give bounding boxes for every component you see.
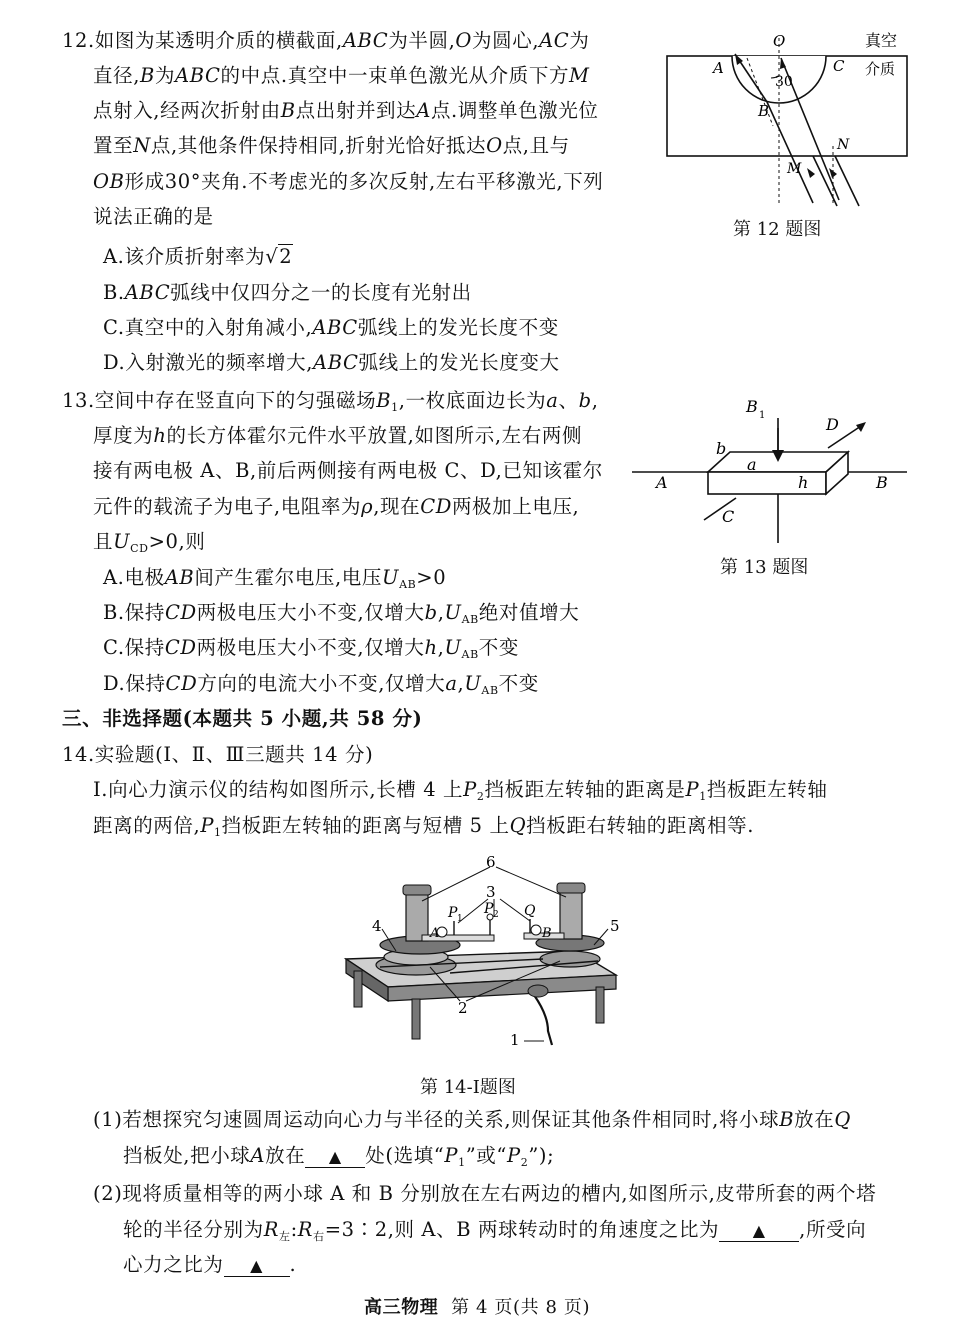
q12-text: 30°夹角.不考虑光的多次反射,左右平移激光,下列 [164,170,604,193]
label-n: N [837,137,850,153]
q13-var: h [153,424,167,447]
q12-text: 形成 [124,170,165,193]
option-sub: AB [461,613,479,626]
option-var: U [382,566,400,589]
q14-sub1-line-2 [123,1143,554,1176]
arrow-head [856,422,866,432]
q14-var: P [444,1144,459,1167]
option-sub: AB [399,578,417,591]
option-text: 两极电压大小不变,仅增大 [196,636,425,659]
label-b1: B [746,397,758,416]
label-a: A [713,59,724,77]
option-text: A.该介质折射率为 [103,245,266,268]
q13-text: ,现在 [373,495,421,518]
label-6: 6 [486,855,496,871]
triangle-icon: ▲ [250,1256,263,1275]
q14-var: P [200,814,215,837]
option-text: 弧线上的发光长度变大 [358,351,560,374]
right-cylinder-cap [557,883,585,893]
q13-text: ,一枚底面边长为 [398,389,547,412]
q14-text: 挡板距左转轴的距离与短槽 5 上 [221,814,510,837]
footer-subject: 高三物理 [364,1297,439,1318]
label-b-electrode: B [876,473,888,492]
answer-blank-3[interactable] [224,1255,290,1277]
q13-text: 且 [93,530,114,553]
option-text: D.保持 [103,672,166,695]
q12-text: 说法正确的是 [93,205,214,228]
q12-text: 的中点.真空中一束单色激光从介质下方 [220,64,570,87]
option-var: CD [164,636,197,659]
q13-var: U [113,530,131,553]
q14-var: P [506,1144,521,1167]
q12-text: 点出射并到达 [295,99,417,122]
q14-sub2-line-3 [123,1252,296,1278]
q13-var: a [546,389,559,412]
q12-var: A [416,99,431,122]
q13-line-1 [62,388,599,421]
label-4: 4 [372,917,382,935]
option-var: U [464,672,482,695]
q14-text: =3∶2,则 A、B 两球转动时的角速度之比为 [324,1218,720,1241]
q14-sub: 右 [313,1230,325,1243]
arrow-head [807,168,815,178]
q12-text: 为圆心, [472,29,540,52]
q12-text: 为半圆, [388,29,456,52]
q12-line-5 [93,169,603,195]
q14-sub: 1 [458,1156,466,1169]
q14-text: ,所受向 [799,1218,867,1241]
q14-var: Q [509,814,527,837]
q13-text: 、 [558,389,579,412]
figure-13 [632,388,922,548]
q14-text: 放在 [794,1108,835,1131]
option-text: A.电极 [103,566,165,589]
q12-var: OB [93,170,125,193]
q14-var: B [779,1108,795,1131]
option-text: >0 [416,566,447,589]
q13-text: 的长方体霍尔元件水平放置,如图所示,左右两侧 [166,424,583,447]
q12-option-a [103,244,293,270]
footer-page-number: 第 4 页(共 8 页) [451,1297,591,1318]
q12-text: 点,其他条件保持相同,折射光恰好抵达 [150,134,487,157]
q14-title: 14.实验题(Ⅰ、Ⅱ、Ⅲ三题共 14 分) [62,743,374,766]
label-p2-sub: 2 [493,910,499,920]
incident-ray-1 [813,156,837,206]
option-text: 间产生霍尔电压,电压 [194,566,383,589]
option-text: 不变 [478,636,519,659]
sqrt-icon: √ [265,245,279,268]
option-text: , [437,601,445,624]
q12-option-c [103,315,559,341]
q14-var: P [685,778,700,801]
option-var: h [424,636,438,659]
q12-text: 置至 [93,134,134,157]
label-d: D [826,415,839,434]
option-sub: AB [481,684,499,697]
q14-var: P [463,778,477,801]
q14-var: R [263,1218,279,1241]
label-5: 5 [610,917,620,935]
q14-text: (1)若想探究匀速圆周运动向心力与半径的关系,则保证其他条件相同时,将小球 [93,1108,780,1131]
option-text: , [437,636,445,659]
option-text: 方向的电流大小不变,仅增大 [197,672,446,695]
leg [412,999,420,1039]
option-var: CD [164,601,197,624]
option-var: U [444,601,462,624]
sqrt-value: 2 [279,245,293,268]
label-medium: 介质 [865,60,896,78]
option-text: C.真空中的入射角减小, [103,316,313,339]
q12-var: ABC [175,64,221,87]
q14-text: . [289,1253,297,1276]
page-footer [364,1295,590,1321]
q12-text: 为 [154,64,176,87]
q13-var: ρ [361,495,374,518]
option-text: 两极电压大小不变,仅增大 [196,601,425,624]
label-b: B [758,102,770,120]
answer-blank-2[interactable] [719,1220,799,1242]
section-3-heading: 三、非选择题(本题共 5 小题,共 58 分) [62,707,423,730]
label-q: Q [524,903,536,919]
q14-intro-line-1 [93,777,827,810]
option-text: 绝对值增大 [478,601,580,624]
label-o: O [773,32,786,50]
q12-text: 为 [569,29,590,52]
q14-text: 放在 [265,1144,306,1167]
ray-m-to-b [767,102,813,203]
label-a-electrode: A [656,473,668,492]
q14-text: ”); [528,1144,555,1167]
triangle-icon: ▲ [752,1221,766,1240]
triangle-icon: ▲ [328,1147,342,1166]
label-c: C [722,507,735,526]
q12-line-4 [93,133,570,159]
q14-sub: 2 [520,1156,529,1169]
label-vacuum: 真空 [865,31,898,50]
option-text: D.入射激光的频率增大, [103,351,314,374]
option-sub: AB [461,648,479,661]
q14-text: ”或“ [465,1144,507,1167]
q14-text: 挡板距左转轴的距离是 [484,778,686,801]
q12-var: O [455,29,473,52]
q14-sub2-line-1: (2)现将质量相等的两小球 A 和 B 分别放在左右两边的槽内,如图所示,皮带所套的两个塔 [93,1182,877,1205]
figure-12-caption: 第 12 题图 [733,219,822,240]
q12-text: 点.调整单色激光位 [430,99,599,122]
label-b-edge: b [716,439,727,458]
q14-sub1-line-1 [93,1107,851,1133]
q14-text: 挡板距左转轴 [706,778,828,801]
label-p2: P [484,901,494,917]
q12-var: B [280,99,296,122]
option-text: 不变 [498,672,539,695]
option-var: ABC [313,351,359,374]
q12-line-2 [93,63,590,89]
q12-text: 直径, [93,64,140,87]
label-3: 3 [486,883,496,901]
q14-var: Q [834,1108,851,1131]
angle-label: 30 [775,74,793,90]
label-p1: P [448,905,458,921]
left-cylinder-cap [403,885,431,895]
option-text: C.保持 [103,636,165,659]
q12-option-d [103,350,560,376]
q14-text: 轮的半径分别为 [123,1218,264,1241]
q12-text: 点射入,经两次折射由 [93,99,281,122]
q13-text: , [591,389,599,412]
q12-var: O [486,134,503,157]
q14-sub: 2 [476,790,485,803]
q13-sub: 1 [391,401,399,414]
q14-intro-line-2 [93,813,754,846]
option-text: B. [103,281,125,304]
q14-sub: 1 [699,790,707,803]
q13-option-d [103,671,539,704]
q13-sub: CD [130,542,149,555]
option-var: a [445,672,458,695]
q12-var: B [140,64,155,87]
label-ball-a: A [430,926,440,941]
figure-14-caption: 第 14-Ⅰ题图 [420,1077,516,1098]
label-a-edge: a [747,455,757,474]
figure-13-caption: 第 13 题图 [720,557,809,578]
figure-12 [655,28,915,208]
q12-var: M [569,64,590,87]
q13-text: 两极加上电压, [451,495,580,518]
left-cylinder [406,891,428,941]
q13-line-2 [93,423,582,449]
q14-sub: 1 [214,826,222,839]
q13-text: 厚度为 [93,424,154,447]
leg [596,987,604,1023]
q12-var: AC [539,29,570,52]
option-text: 弧线中仅四分之一的长度有光射出 [170,281,472,304]
option-text: , [457,672,465,695]
label-h: h [798,473,809,492]
q14-text: 心力之比为 [123,1253,224,1276]
q13-line-3 [93,458,603,484]
q14-var: R [297,1218,314,1241]
ball-b [531,925,541,935]
option-text: B.保持 [103,601,165,624]
option-var: CD [165,672,198,695]
q14-sub2-line-2 [123,1217,866,1250]
q13-text: 13.空间中存在竖直向下的匀强磁场 [62,389,377,412]
option-var: AB [164,566,195,589]
leader-6-right [496,867,566,897]
q12-text: 12.如图为某透明介质的横截面, [62,29,343,52]
option-var: ABC [124,281,171,304]
label-c: C [833,57,845,75]
q13-var: b [578,389,592,412]
q12-line-3 [93,98,599,124]
label-2: 2 [458,999,468,1017]
q13-option-b [103,600,579,633]
option-text: 弧线上的发光长度不变 [357,316,559,339]
crank-handle [534,995,552,1045]
q12-text: 点,且与 [502,134,570,157]
q13-option-c [103,635,519,668]
label-b1-sub: 1 [759,410,766,421]
q13-var: B [376,389,392,412]
q12-option-b [103,280,472,306]
q13-line-5 [93,529,205,562]
option-var: b [424,601,438,624]
label-1: 1 [510,1031,520,1049]
crank-hub [528,985,548,997]
label-p1-sub: 1 [457,914,463,924]
q12-line-6 [93,204,214,230]
answer-blank-1[interactable] [305,1146,365,1168]
figure-14-apparatus [338,855,638,1055]
option-var: ABC [312,316,358,339]
q12-line-1 [62,28,589,54]
right-cylinder [560,889,582,939]
q14-text: 距离的两倍, [93,814,201,837]
q13-var: CD [420,495,452,518]
leg [354,971,362,1007]
q13-text: 接有两电极 A、B,前后两侧接有两电极 C、D,已知该霍尔 [93,459,603,482]
q14-var: A [250,1144,266,1167]
q13-line-4 [93,494,579,520]
q12-var: ABC [342,29,389,52]
q14-text: 挡板处,把小球 [123,1144,251,1167]
option-var: U [444,636,462,659]
q13-text: >0,则 [148,530,206,553]
q14-text: Ⅰ.向心力演示仪的结构如图所示,长槽 4 上 [93,778,464,801]
q14-text: 处(选填“ [365,1144,445,1167]
q14-text: : [290,1218,298,1241]
leader-6-left [422,867,490,901]
q13-text: 元件的载流子为电子,电阻率为 [93,495,362,518]
q14-text: 挡板距右转轴的距离相等. [526,814,755,837]
q14-sub: 左 [279,1230,291,1243]
q13-option-a [103,565,446,598]
label-ball-b: B [542,926,552,941]
q12-var: N [133,134,151,157]
label-m: M [787,161,802,177]
